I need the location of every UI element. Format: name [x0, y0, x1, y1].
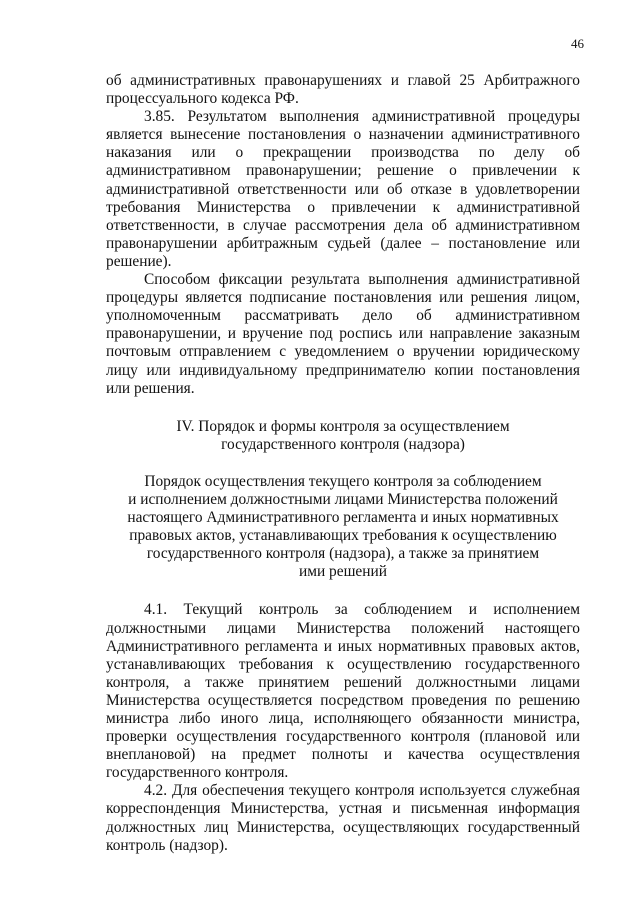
paragraph-result-fixation: Способом фиксации результата выполнения административной процедуры является подписание постановления или решения лицом, уполномоченным рассматривать дело об административном правонарушении, и вручение под роспись или направление заказным почтовым отправлением с уведомлением о вручении юридическому лицу или индивидуальному предпринимателю копии постановления или решения.	[106, 271, 580, 397]
subsection-heading-line: ими решений	[299, 563, 387, 581]
page-number: 46	[571, 36, 584, 51]
section-heading-line: IV. Порядок и формы контроля за осуществлением	[176, 417, 510, 435]
section-heading-line: государственного контроля (надзора)	[221, 435, 465, 453]
subsection-heading-line: настоящего Административного регламента и иных нормативных	[127, 509, 559, 527]
subsection-heading-line: правовых актов, устанавливающих требования к осуществлению	[129, 527, 557, 545]
paragraph-4-1: 4.1. Текущий контроль за соблюдением и исполнением должностными лицами Министерства положений настоящего Административного регламента и иных нормативных правовых актов, устанавливающих требования к осуществлению государственного контроля, а также принятием решений должностными лицами Министерства осуществляется посредством проведения по решению министра либо иного лица, исполняющего обязанности министра, проверки осуществления государственного контроля (плановой или внеплановой) на предмет полноты и качества осуществления государственного контроля.	[106, 601, 580, 782]
subsection-heading	[106, 473, 580, 582]
subsection-heading-line: государственного контроля (надзора), а также за принятием	[146, 545, 540, 563]
paragraph-4-2: 4.2. Для обеспечения текущего контроля используется служебная корреспонденция Министерства, устная и письменная информация должностных лиц Министерства, осуществляющих государственный контроль (надзор).	[106, 782, 580, 854]
section-heading	[106, 418, 580, 454]
subsection-heading-line: Порядок осуществления текущего контроля за соблюдением	[144, 472, 542, 490]
subsection-heading-line: и исполнением должностными лицами Министерства положений	[128, 490, 558, 508]
paragraph-continuation: об административных правонарушениях и главой 25 Арбитражного процессуального кодекса РФ.	[106, 72, 580, 108]
document-body	[106, 72, 580, 855]
paragraph-3-85: 3.85. Результатом выполнения административной процедуры является вынесение постановления о назначении административного наказания или о прекращении производства по делу об административном правонарушении; решение о привлечении к административной ответственности или об отказе в удовлетворении требования Министерства о привлечении к административной ответственности, в случае рассмотрения дела об административном правонарушении арбитражным судьей (далее – постановление или решение).	[106, 108, 580, 270]
